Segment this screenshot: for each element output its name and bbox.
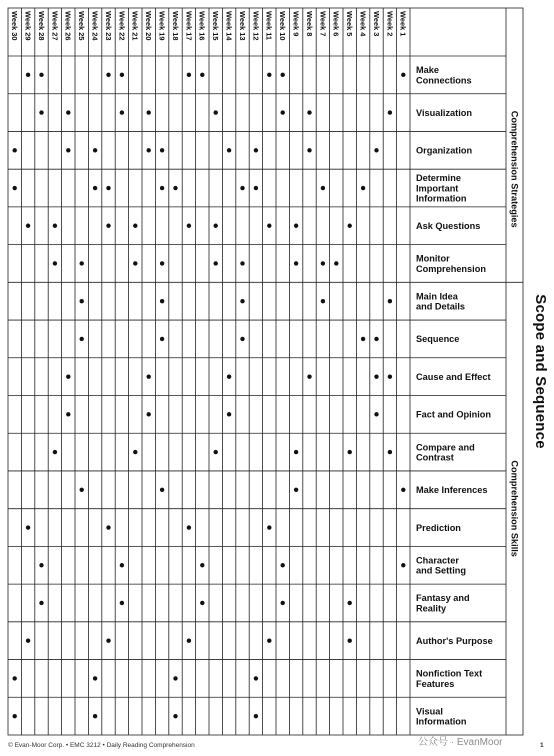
week-dot	[374, 412, 378, 416]
week-dot	[307, 148, 311, 152]
week-dot	[374, 374, 378, 378]
week-dot	[93, 676, 97, 680]
week-dot	[106, 638, 110, 642]
skill-label-line: Reality	[416, 603, 447, 614]
week-label: Week 9	[291, 11, 301, 37]
skill-label	[416, 65, 472, 85]
skill-label-line: Prediction	[416, 522, 461, 533]
skill-label-line: Comprehension	[416, 263, 486, 274]
week-label: Week 6	[331, 11, 341, 37]
week-dot	[254, 186, 258, 190]
skill-label-line: Nonfiction Text	[416, 668, 483, 679]
week-dot	[120, 563, 124, 567]
skill-label-line: Main Idea	[416, 291, 458, 302]
week-dot	[281, 563, 285, 567]
week-dot	[240, 299, 244, 303]
week-dot	[13, 676, 17, 680]
week-dot	[53, 450, 57, 454]
week-dot	[66, 110, 70, 114]
week-dot	[106, 224, 110, 228]
week-label: Week 27	[50, 11, 60, 41]
week-label: Week 19	[157, 11, 167, 41]
week-dot	[281, 73, 285, 77]
week-dot	[294, 488, 298, 492]
week-dot	[227, 148, 231, 152]
week-dot	[267, 525, 271, 529]
week-dot	[267, 224, 271, 228]
skill-label-line: Sequence	[416, 334, 460, 345]
section-label: Comprehension Strategies	[509, 110, 520, 228]
skill-label	[416, 593, 470, 613]
week-dot	[147, 110, 151, 114]
week-dot	[173, 186, 177, 190]
week-dot	[227, 412, 231, 416]
skill-label	[416, 706, 467, 726]
footer-credit: © Evan-Moor Corp. • EMC 3212 • Daily Reading Comprehension	[8, 742, 195, 749]
skill-label	[416, 636, 493, 646]
skill-label-line: Character	[416, 555, 459, 566]
skill-label	[416, 108, 472, 118]
week-dot	[187, 224, 191, 228]
week-label: Week 4	[358, 11, 368, 37]
skill-label-line: Determine	[416, 173, 461, 184]
week-dot	[80, 337, 84, 341]
skill-label-line: Features	[416, 678, 455, 689]
week-label: Week 24	[90, 11, 100, 41]
week-label: Week 5	[345, 11, 355, 37]
week-dot	[281, 601, 285, 605]
week-label: Week 29	[23, 11, 33, 41]
skill-label	[416, 555, 466, 575]
week-label: Week 11	[264, 11, 274, 41]
skill-label-line: Cause and Effect	[416, 371, 491, 382]
week-dot	[294, 224, 298, 228]
week-dot	[401, 73, 405, 77]
week-dot	[39, 563, 43, 567]
week-dot	[26, 73, 30, 77]
week-label: Week 25	[77, 11, 87, 41]
skill-label	[416, 485, 488, 495]
week-dot	[267, 73, 271, 77]
skill-label-line: Information	[416, 716, 467, 727]
skill-label-line: Monitor	[416, 253, 450, 264]
week-dot	[254, 676, 258, 680]
skill-label-line: Make Inferences	[416, 485, 488, 496]
skill-label-line: Fantasy and	[416, 593, 470, 604]
week-dot	[214, 110, 218, 114]
week-dot	[307, 110, 311, 114]
week-dot	[348, 638, 352, 642]
week-dot	[133, 450, 137, 454]
week-dot	[147, 148, 151, 152]
week-dot	[106, 525, 110, 529]
skill-label-line: Make	[416, 65, 439, 76]
watermark: 公众号 · EvanMoor	[418, 737, 503, 748]
week-dot	[93, 148, 97, 152]
skill-label-line: Author's Purpose	[416, 635, 493, 646]
week-dot	[53, 261, 57, 265]
week-dot	[160, 186, 164, 190]
week-dot	[401, 488, 405, 492]
skill-label	[416, 442, 475, 462]
week-dot	[348, 601, 352, 605]
week-dot	[200, 601, 204, 605]
week-label: Week 1	[398, 11, 408, 37]
skill-label-line: Fact and Opinion	[416, 409, 492, 420]
week-dot	[53, 224, 57, 228]
week-dot	[187, 638, 191, 642]
week-dot	[173, 676, 177, 680]
week-dot	[120, 110, 124, 114]
skill-label-line: Information	[416, 193, 467, 204]
skill-label	[416, 410, 491, 420]
week-label: Week 23	[103, 11, 113, 41]
week-label: Week 7	[318, 11, 328, 37]
week-dot	[321, 186, 325, 190]
week-dot	[388, 299, 392, 303]
week-dot	[66, 374, 70, 378]
week-label: Week 16	[197, 11, 207, 41]
week-dot	[133, 224, 137, 228]
week-dot	[13, 186, 17, 190]
week-dot	[388, 110, 392, 114]
section-label: Comprehension Skills	[509, 460, 520, 557]
skill-label-line: Compare and	[416, 442, 475, 453]
week-dot	[348, 224, 352, 228]
week-dot	[39, 601, 43, 605]
week-dot	[307, 374, 311, 378]
week-label: Week 21	[130, 11, 140, 41]
week-dot	[106, 73, 110, 77]
skill-label-line: Visual	[416, 706, 443, 717]
week-dot	[26, 525, 30, 529]
week-label: Week 26	[63, 11, 73, 41]
week-dot	[160, 337, 164, 341]
week-dot	[26, 224, 30, 228]
week-label: Week 2	[385, 11, 395, 37]
skill-label-line: and Setting	[416, 565, 467, 576]
skill-label	[416, 173, 467, 203]
skill-label	[416, 334, 459, 344]
week-label: Week 8	[304, 11, 314, 37]
week-dot	[133, 261, 137, 265]
skill-label	[416, 669, 482, 689]
week-label: Week 10	[278, 11, 288, 41]
week-dot	[80, 488, 84, 492]
week-label: Week 17	[184, 11, 194, 41]
week-label: Week 22	[117, 11, 127, 41]
week-label: Week 13	[237, 11, 247, 41]
week-dot	[160, 299, 164, 303]
skill-label-line: and Details	[416, 301, 466, 312]
week-dot	[200, 73, 204, 77]
week-dot	[294, 261, 298, 265]
page-number: 1	[540, 742, 544, 749]
skill-label	[416, 372, 491, 382]
skill-label-line: Ask Questions	[416, 221, 481, 232]
week-dot	[80, 299, 84, 303]
week-dot	[120, 73, 124, 77]
week-dot	[374, 337, 378, 341]
skill-label	[416, 221, 480, 231]
week-dot	[374, 148, 378, 152]
week-dot	[39, 110, 43, 114]
week-label: Week 20	[144, 11, 154, 41]
week-dot	[240, 261, 244, 265]
week-dot	[227, 374, 231, 378]
week-label: Week 15	[211, 11, 221, 41]
week-dot	[214, 261, 218, 265]
page-title: Scope and Sequence	[532, 294, 549, 449]
week-dot	[160, 261, 164, 265]
week-label: Week 12	[251, 11, 261, 41]
week-dot	[214, 224, 218, 228]
skill-label	[416, 291, 465, 311]
week-dot	[254, 714, 258, 718]
week-label: Week 30	[10, 11, 20, 41]
skill-label-line: Contrast	[416, 452, 454, 463]
week-dot	[93, 714, 97, 718]
week-dot	[120, 601, 124, 605]
week-dot	[267, 638, 271, 642]
week-dot	[281, 110, 285, 114]
week-dot	[147, 412, 151, 416]
week-dot	[187, 525, 191, 529]
week-dot	[200, 563, 204, 567]
week-dot	[160, 148, 164, 152]
week-dot	[401, 563, 405, 567]
week-dot	[13, 714, 17, 718]
week-dot	[348, 450, 352, 454]
week-dot	[361, 186, 365, 190]
week-label: Week 14	[224, 11, 234, 41]
week-label: Week 18	[170, 11, 180, 41]
week-dot	[147, 374, 151, 378]
week-dot	[388, 374, 392, 378]
week-dot	[240, 186, 244, 190]
week-dot	[26, 638, 30, 642]
week-dot	[173, 714, 177, 718]
week-dot	[66, 412, 70, 416]
week-dot	[321, 261, 325, 265]
skill-label-line: Connections	[416, 75, 472, 86]
week-dot	[294, 450, 298, 454]
week-dot	[13, 148, 17, 152]
skill-label	[416, 254, 486, 274]
week-dot	[361, 337, 365, 341]
week-dot	[80, 261, 84, 265]
skill-label	[416, 146, 473, 156]
week-dot	[214, 450, 218, 454]
week-dot	[240, 337, 244, 341]
week-dot	[93, 186, 97, 190]
week-dot	[160, 488, 164, 492]
week-dot	[254, 148, 258, 152]
week-label: Week 28	[36, 11, 46, 41]
week-dot	[388, 450, 392, 454]
week-dot	[39, 73, 43, 77]
week-dot	[187, 73, 191, 77]
week-dot	[334, 261, 338, 265]
skill-label-line: Visualization	[416, 107, 472, 118]
skill-label-line: Important	[416, 183, 459, 194]
week-label: Week 3	[371, 11, 381, 37]
skill-label	[416, 523, 461, 533]
week-dot	[321, 299, 325, 303]
skill-label-line: Organization	[416, 145, 473, 156]
week-dot	[66, 148, 70, 152]
week-dot	[106, 186, 110, 190]
